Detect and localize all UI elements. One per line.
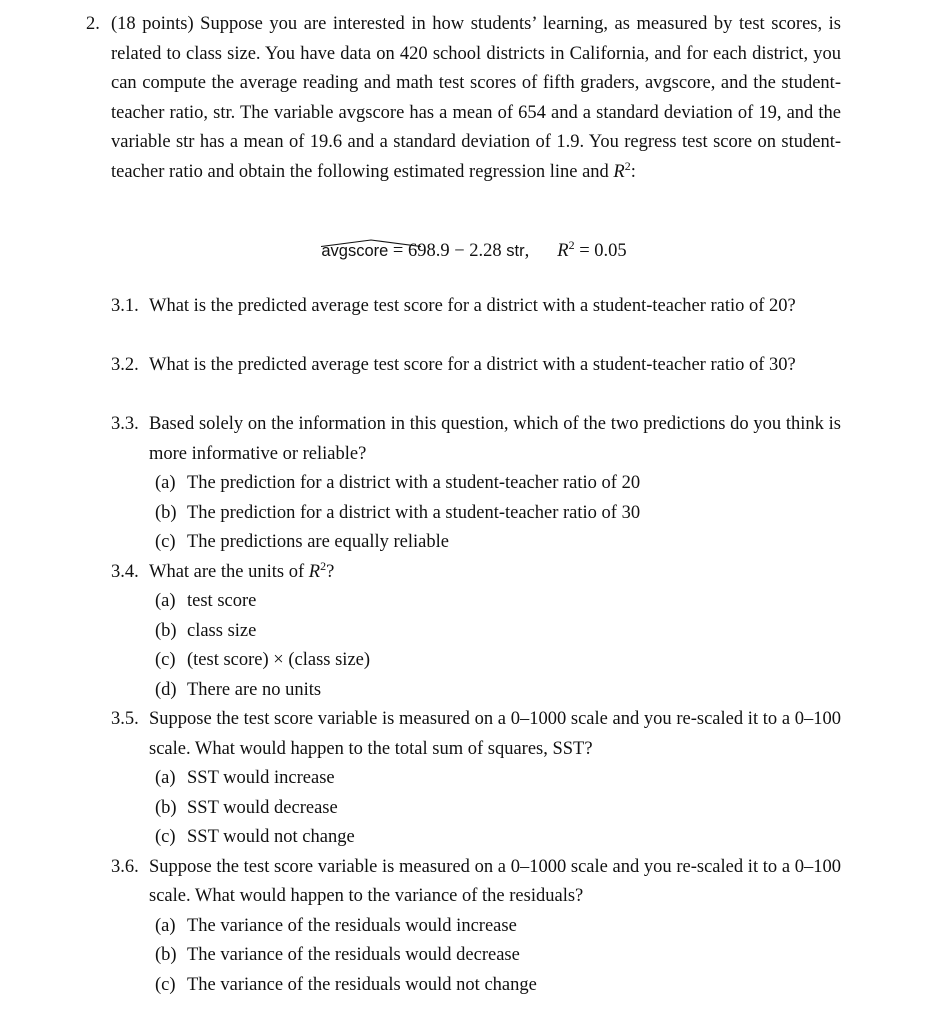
equation-str-var: str bbox=[506, 242, 525, 260]
subquestion-3-3 bbox=[111, 410, 841, 469]
question-intro-text: (18 points) Suppose you are interested in how students’ learning, as measured by test scores, is related to class size. You have data on 420 school districts in California, and for each district, you can compute the average reading and math test scores of fifth graders, avgscore, and the student-teacher ratio, str. The variable avgscore has a mean of 654 and a standard deviation of 19, and the variable str has a mean of 19.6 and a standard deviation of 1.9. You regress test score on student-teacher ratio and obtain the following estimated regression line and bbox=[111, 14, 841, 182]
option-text: (test score) × (class size) bbox=[187, 650, 371, 670]
equation-r-exponent: 2 bbox=[568, 237, 575, 252]
option-3-5-c bbox=[155, 823, 355, 853]
subquestion-text: What is the predicted average test score for a district with a student-teacher ratio of 20? bbox=[149, 296, 796, 316]
intro-colon: : bbox=[630, 161, 636, 182]
option-letter: (b) bbox=[155, 502, 177, 523]
subquestion-3-5 bbox=[111, 705, 841, 764]
option-text: SST would not change bbox=[187, 827, 355, 847]
option-letter: (b) bbox=[155, 797, 177, 818]
option-letter: (c) bbox=[155, 650, 176, 670]
option-letter: (a) bbox=[155, 473, 176, 493]
option-letter: (c) bbox=[155, 974, 176, 995]
option-letter: (a) bbox=[155, 591, 176, 611]
option-letter: (b) bbox=[155, 620, 177, 641]
subquestion-number: 3.6. bbox=[111, 856, 139, 877]
question-intro bbox=[111, 10, 841, 187]
equation-r-value: = 0.05 bbox=[574, 241, 627, 261]
option-3-3-b bbox=[155, 499, 640, 529]
regression-equation bbox=[0, 238, 948, 264]
subquestion-line bbox=[149, 558, 841, 588]
r-squared-exponent: 2 bbox=[320, 558, 327, 573]
option-3-3-c bbox=[155, 528, 449, 558]
option-letter: (a) bbox=[155, 915, 176, 936]
subquestion-number: 3.5. bbox=[111, 709, 139, 729]
option-3-3-a bbox=[155, 469, 640, 499]
option-letter: (b) bbox=[155, 945, 177, 965]
question-mark: ? bbox=[326, 561, 335, 582]
equation-lhs-text: avgscore bbox=[321, 242, 389, 260]
wide-hat-accent bbox=[321, 239, 421, 247]
option-3-4-d bbox=[155, 676, 321, 706]
option-3-5-a bbox=[155, 764, 335, 794]
subquestion-number: 3.1. bbox=[111, 296, 139, 316]
option-3-6-b bbox=[155, 941, 520, 971]
r-squared-symbol: R bbox=[308, 561, 321, 582]
subquestion-3-6 bbox=[111, 853, 841, 912]
option-letter: (c) bbox=[155, 827, 176, 847]
question-number: 2. bbox=[86, 14, 100, 34]
r-squared-symbol: R bbox=[613, 161, 625, 182]
subquestion-number: 3.4. bbox=[111, 561, 139, 582]
equation-rhs: = 698.9 − 2.28 bbox=[388, 241, 507, 261]
option-3-4-c bbox=[155, 646, 370, 676]
subquestion-3-2 bbox=[111, 351, 841, 381]
subquestion-number: 3.2. bbox=[111, 355, 139, 375]
subquestion-text: Suppose the test score variable is measured on a 0–1000 scale and you re-scaled it to a 0–100 scale. What would happen to the variance of the residuals? bbox=[149, 856, 841, 906]
option-3-6-a bbox=[155, 912, 517, 942]
option-text: There are no units bbox=[187, 679, 322, 700]
subquestion-number: 3.3. bbox=[111, 414, 139, 434]
subquestion-3-4 bbox=[111, 558, 841, 588]
option-text: SST would increase bbox=[187, 768, 335, 788]
option-text: SST would decrease bbox=[187, 797, 338, 818]
r-squared-exponent: 2 bbox=[624, 158, 631, 173]
option-3-4-a bbox=[155, 587, 256, 617]
equation-lhs bbox=[321, 238, 388, 264]
option-text: class size bbox=[187, 620, 257, 641]
subquestion-text: Based solely on the information in this question, which of the two predictions do you think is more informative or reliable? bbox=[149, 414, 841, 464]
subquestion-3-1 bbox=[111, 292, 841, 322]
option-text: The predictions are equally reliable bbox=[187, 532, 449, 552]
equation-r-symbol: R bbox=[557, 241, 569, 261]
option-letter: (c) bbox=[155, 532, 176, 552]
subquestion-text: What is the predicted average test score for a district with a student-teacher ratio of 30? bbox=[149, 355, 796, 375]
option-text: test score bbox=[187, 591, 257, 611]
option-letter: (d) bbox=[155, 679, 177, 700]
option-letter: (a) bbox=[155, 768, 176, 788]
option-text: The variance of the residuals would decrease bbox=[187, 945, 520, 965]
option-text: The variance of the residuals would increase bbox=[187, 915, 517, 936]
option-3-6-c bbox=[155, 971, 537, 1001]
subquestion-text: What are the units of bbox=[149, 561, 305, 582]
subquestion-text: Suppose the test score variable is measured on a 0–1000 scale and you re-scaled it to a 0–100 scale. What would happen to the total sum of squares, SST? bbox=[149, 709, 841, 759]
option-3-4-b bbox=[155, 617, 256, 647]
equation-comma: , bbox=[524, 241, 530, 261]
option-3-5-b bbox=[155, 794, 338, 824]
option-text: The variance of the residuals would not change bbox=[187, 974, 537, 995]
option-text: The prediction for a district with a student-teacher ratio of 30 bbox=[187, 502, 641, 523]
option-text: The prediction for a district with a student-teacher ratio of 20 bbox=[187, 473, 641, 493]
